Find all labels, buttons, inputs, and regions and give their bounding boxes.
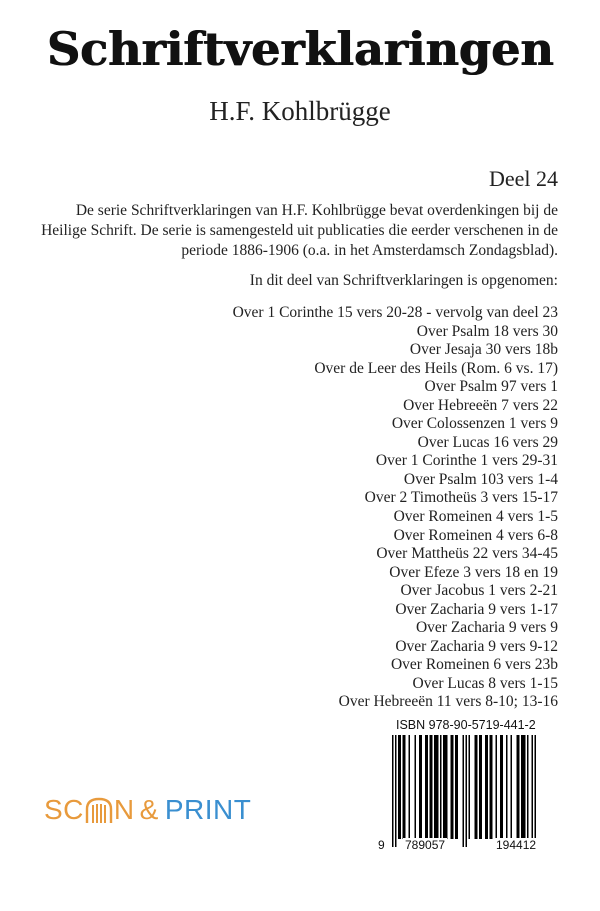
barcode-bar (463, 735, 465, 847)
contents-item: Over Psalm 18 vers 30 (416, 322, 558, 340)
logo-text-sc: SC (44, 794, 84, 825)
contents-item: Over Psalm 103 vers 1-4 (403, 470, 558, 488)
barcode-bar (517, 735, 520, 839)
contents-item: Over Psalm 97 vers 1 (424, 378, 558, 396)
contents-item: Over Romeinen 4 vers 6-8 (393, 526, 558, 544)
contents-item: Over Jacobus 1 vers 2-21 (400, 582, 558, 600)
contents-item: Over 2 Timotheüs 3 vers 15-17 (364, 489, 558, 507)
barcode-bar (409, 735, 411, 839)
barcode-bar (506, 735, 508, 839)
contents-item: Over Hebreeën 7 vers 22 (403, 396, 558, 414)
barcode-bar (392, 735, 394, 847)
logo-ampersand: & (139, 794, 159, 825)
contents-list (233, 304, 558, 712)
barcode-bar (500, 735, 503, 839)
contents-item: Over Romeinen 4 vers 1-5 (393, 508, 558, 526)
barcode-bars (388, 735, 568, 847)
contents-heading: In dit deel van Schriftverklaringen is opgenomen: (249, 272, 558, 289)
barcode-digits-left: 789057 (405, 838, 446, 852)
barcode-bar (511, 735, 513, 839)
barcode-bar (479, 735, 482, 839)
barcode-bar (475, 735, 478, 839)
logo-text-print: PRINT (164, 794, 252, 825)
barcode-bar (395, 735, 397, 847)
barcode-digits (376, 838, 571, 854)
contents-item: Over Mattheüs 22 vers 34-45 (376, 545, 558, 563)
contents-item: Over Zacharia 9 vers 9 (415, 619, 558, 637)
barcode (388, 735, 568, 847)
contents-item: Over Lucas 8 vers 1-15 (412, 674, 558, 692)
contents-item: Over 1 Corinthe 1 vers 29-31 (375, 452, 558, 470)
logo-text-n: N (113, 794, 135, 825)
barcode-bar (527, 735, 529, 839)
series-description: De serie Schriftverklaringen van H.F. Kohlbrügge bevat overdenkingen bij de Heilige Schrift. De serie is samengesteld uit publicaties die eerder verschenen in de periode 1886-1906 (o.a. in het Amsterdamsch Zondagsblad). (41, 202, 558, 259)
barcode-bar (490, 735, 493, 839)
contents-item: Over Jesaja 30 vers 18b (409, 341, 558, 359)
author-name: H.F. Kohlbrügge (209, 96, 391, 126)
barcode-bar (398, 735, 401, 839)
barcode-bar (466, 735, 468, 847)
publisher-logo (44, 792, 251, 828)
barcode-bar (469, 735, 471, 839)
contents-item: Over 1 Corinthe 15 vers 20-28 - vervolg van deel 23 (232, 304, 558, 321)
barcode-bar (535, 735, 537, 847)
barcode-bar (451, 735, 454, 839)
barcode-bar (440, 735, 442, 839)
contents-item: Over Zacharia 9 vers 1-17 (395, 600, 558, 618)
contents-item: Over Romeinen 6 vers 23b (390, 656, 558, 674)
barcode-bar (532, 735, 534, 847)
contents-item: Over Zacharia 9 vers 9-12 (395, 637, 558, 655)
barcode-bar (430, 735, 433, 839)
contents-item: Over Colossenzen 1 vers 9 (391, 415, 558, 433)
barcode-digits-right: 194412 (496, 838, 537, 852)
barcode-bar (485, 735, 488, 839)
isbn-label: ISBN 978-90-5719-441-2 (396, 718, 536, 732)
logo-book-icon (85, 795, 113, 825)
contents-item: Over de Leer des Heils (Rom. 6 vs. 17) (314, 359, 558, 377)
barcode-bar (521, 735, 526, 839)
barcode-bar (403, 735, 406, 839)
contents-item: Over Efeze 3 vers 18 en 19 (389, 563, 558, 581)
book-title: Schriftverklaringen (46, 22, 554, 76)
barcode-bar (415, 735, 417, 839)
barcode-digit-first: 9 (378, 838, 385, 852)
volume-number: Deel 24 (488, 166, 558, 191)
contents-item: Over Lucas 16 vers 29 (417, 433, 558, 451)
barcode-bar (425, 735, 428, 839)
barcode-bar (496, 735, 498, 839)
barcode-bar (443, 735, 448, 839)
barcode-bar (419, 735, 422, 839)
barcode-bar (434, 735, 439, 839)
barcode-bar (455, 735, 458, 839)
contents-item: Over Hebreeën 11 vers 8-10; 13-16 (338, 693, 558, 711)
